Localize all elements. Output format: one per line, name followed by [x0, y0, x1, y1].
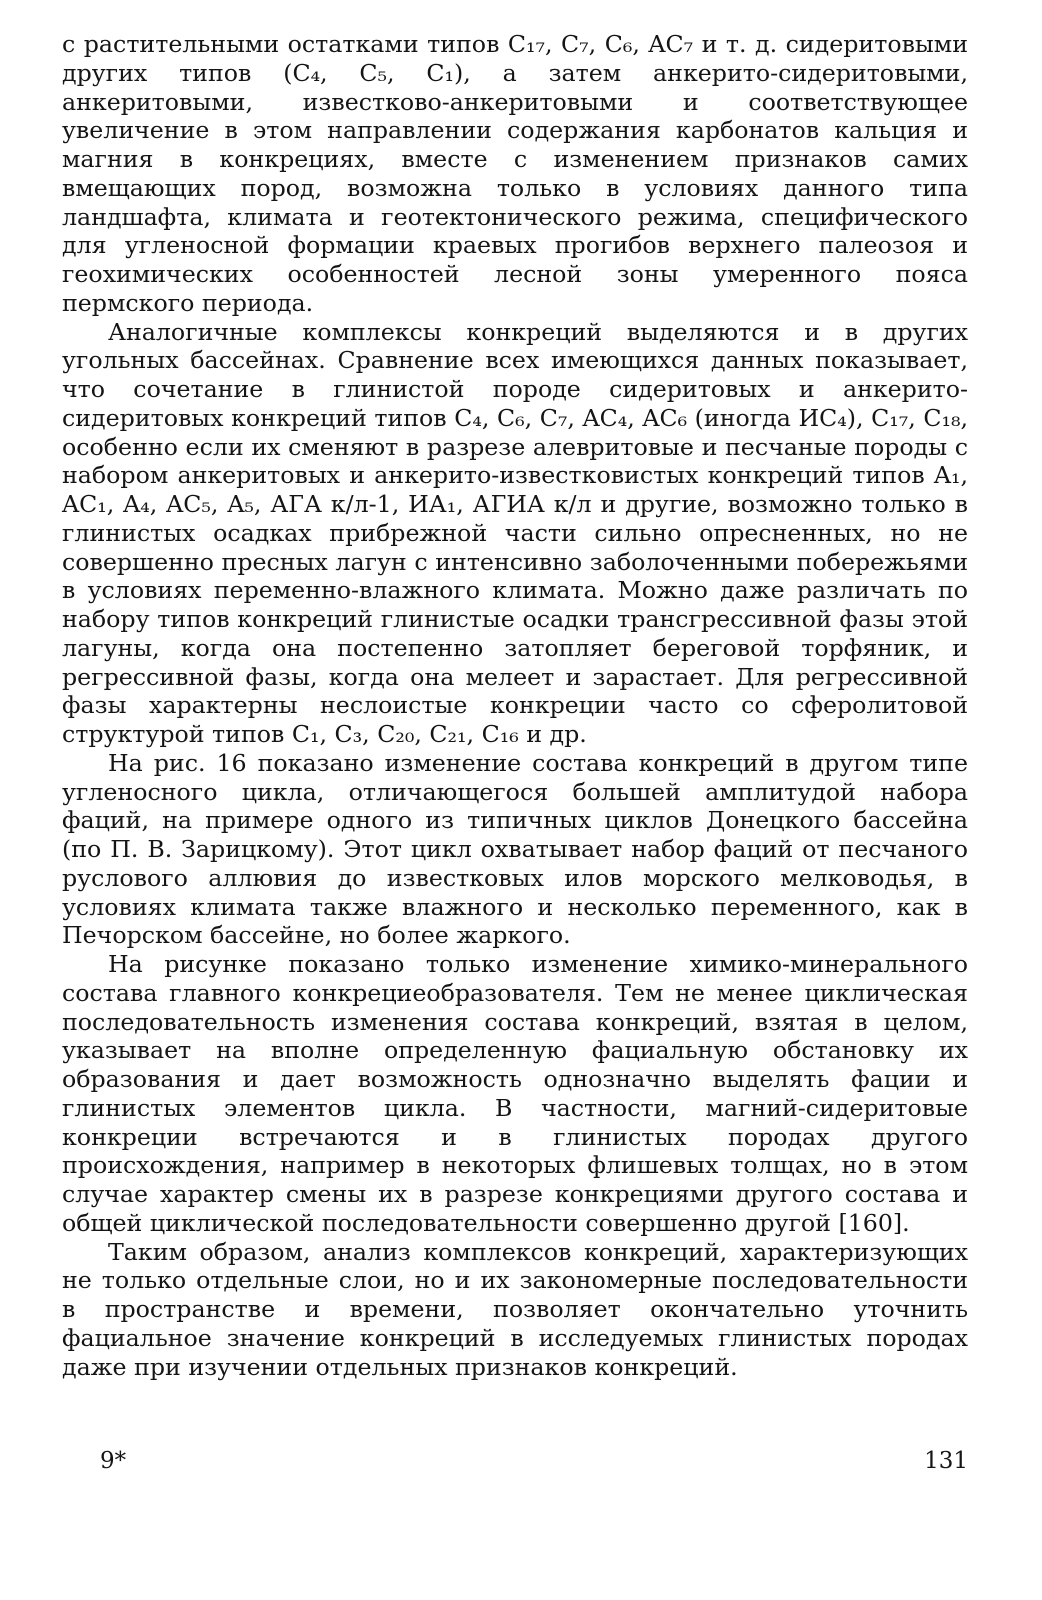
paragraph-3: На рис. 16 показано изменение состава конкреций в другом типе угленосного цикла, отличающегося большей амплитудой набора фаций, на примере одного из типичных циклов Донецкого бассейна (по П. В. Зарицкому). Этот цикл охватывает набор фаций от песчаного руслового аллювия до известковых илов морского мелководья, в условиях климата также влажного и несколько переменного, как в Печорском бассейне, но более жаркого. [62, 748, 968, 950]
page-body [62, 30, 968, 1381]
paragraph-2: Аналогичные комплексы конкреций выделяются и в других угольных бассейнах. Сравнение всех имеющихся данных показывает, что сочетание в глинистой породе сидеритовых и анкерито-сидеритовых конкреций типов C₄, C₆, C₇, AC₄, AC₆ (иногда ИC₄), C₁₇, C₁₈, особенно если их сменяют в разрезе алевритовые и песчаные породы с набором анкеритовых и анкерито-известковистых конкреций типов A₁, AC₁, A₄, AC₅, A₅, АГА к/л-1, ИА₁, АГИА к/л и другие, возможно только в глинистых осадках прибрежной части сильно опресненных, но не совершенно пресных лагун с интенсивно заболоченными побережьями в условиях переменно-влажного климата. Можно даже различать по набору типов конкреций глинистые осадки трансгрессивной фазы этой лагуны, когда она постепенно затопляет береговой торфяник, и регрессивной фазы, когда она мелеет и зарастает. Для регрессивной фазы характерны неслоистые конкреции часто со сферолитовой структурой типов C₁, C₃, C₂₀, C₂₁, C₁₆ и др. [62, 317, 968, 748]
paragraph-1: с растительными остатками типов C₁₇, C₇, C₆, AC₇ и т. д. сидеритовыми других типов (C₄, C₅, C₁), а затем анкерито-сидеритовыми, анкеритовыми, известково-анкеритовыми и соответствующее увеличение в этом направлении содержания карбонатов кальция и магния в конкрециях, вместе с изменением признаков самих вмещающих пород, возможна только в условиях данного типа ландшафта, климата и геотектонического режима, специфического для угленосной формации краевых прогибов верхнего палеозоя и геохимических особенностей лесной зоны умеренного пояса пермского периода. [62, 30, 968, 317]
page-footer [100, 1448, 968, 1478]
signature-mark: 9* [100, 1448, 127, 1474]
paragraph-5: Таким образом, анализ комплексов конкреций, характеризующих не только отдельные слои, но и их закономерные последовательности в пространстве и времени, позволяет окончательно уточнить фациальное значение конкреций в исследуемых глинистых породах даже при изучении отдельных признаков конкреций. [62, 1237, 968, 1381]
paragraph-4: На рисунке показано только изменение химико-минерального состава главного конкрециеобразователя. Тем не менее циклическая последовательность изменения состава конкреций, взятая в целом, указывает на вполне определенную фациальную обстановку их образования и дает возможность однозначно выделять фации и глинистых элементов цикла. В частности, магний-сидеритовые конкреции встречаются и в глинистых породах другого происхождения, например в некоторых флишевых толщах, но в этом случае характер смены их в разрезе конкрециями другого состава и общей циклической последовательности совершенно другой [160]. [62, 950, 968, 1237]
page-number: 131 [924, 1448, 968, 1474]
